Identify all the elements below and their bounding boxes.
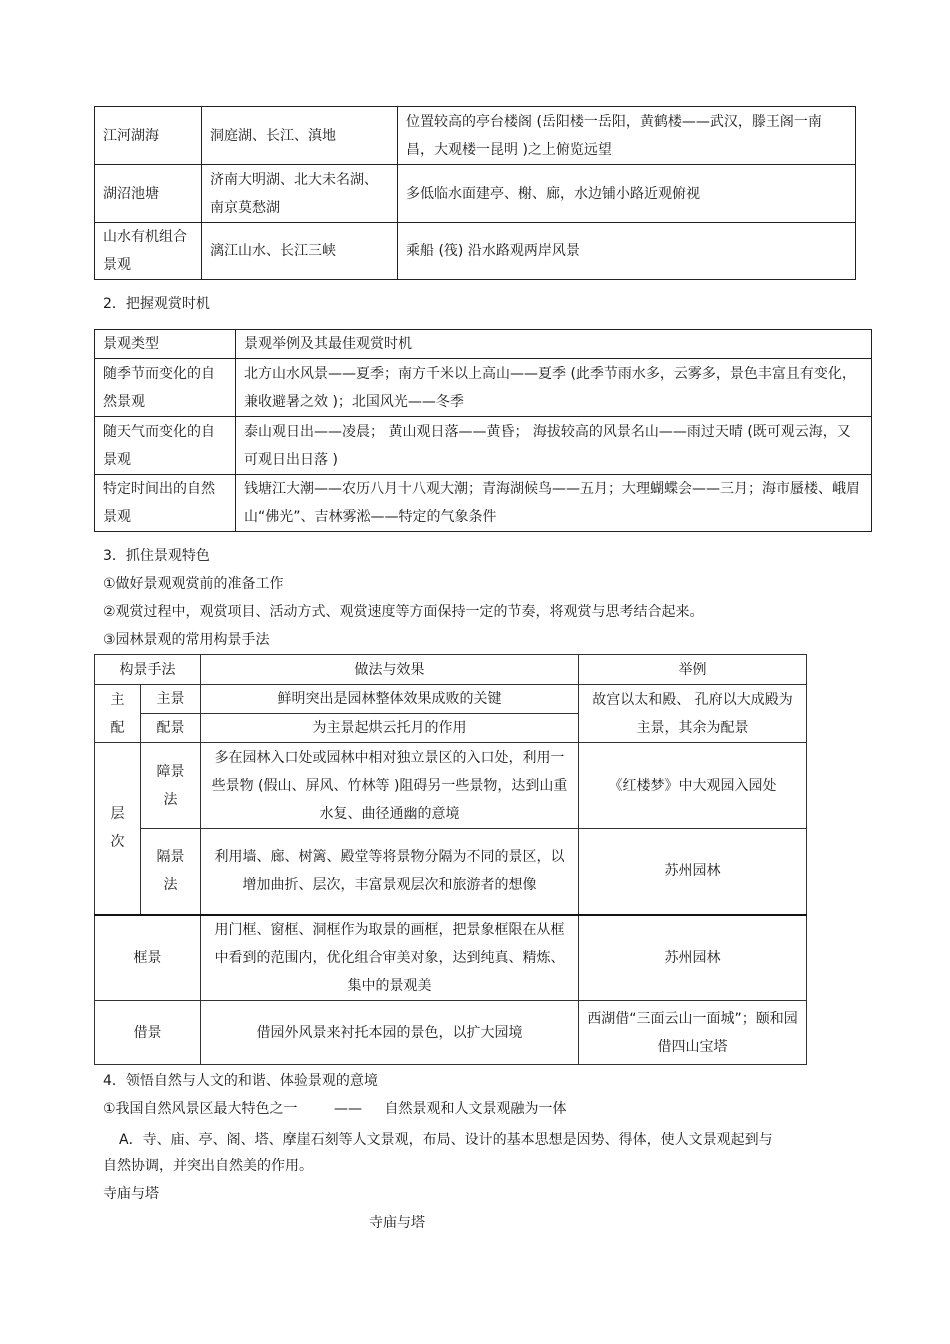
cell-method: 借景 [95, 1001, 201, 1065]
header-desc: 景观举例及其最佳观赏时机 [236, 330, 872, 359]
cell-effect: 用门框、窗框、洞框作为取景的画框，把景象框限在从框中看到的范围内，优化组合审美对象，达到纯真、精炼、集中的景观美 [201, 915, 579, 1001]
header-method: 构景手法 [95, 655, 201, 685]
cell-effect: 多在园林入口处或园林中相对独立景区的入口处，利用一些景物 (假山、屏风、竹林等 )阻碍另一些景物，达到山重水复、曲径通幽的意境 [201, 743, 579, 829]
water-landscape-table [94, 106, 856, 280]
cell-type: 特定时间出的自然景观 [95, 475, 236, 532]
viewing-time-table [94, 329, 872, 532]
list-item: ③园林景观的常用构景手法 [103, 632, 270, 648]
list-item: ①做好景观观赏前的准备工作 [103, 576, 284, 592]
cell-type: 山水有机组合景观 [95, 223, 202, 280]
table-row [95, 915, 807, 1001]
cell-desc: 泰山观日出——凌晨； 黄山观日落——黄昏； 海拔较高的风景名山——雨过天晴 (既可观云海，又可观日出日落 ) [236, 417, 872, 475]
cell-example: 苏州园林 [579, 829, 807, 915]
garden-technique-table [94, 654, 807, 1065]
label-text: 寺庙与塔 [103, 1186, 159, 1202]
dash: —— [334, 1101, 363, 1117]
table-row [95, 475, 872, 532]
cell-type: 江河湖海 [95, 107, 202, 165]
cell-desc: 钱塘江大潮——农历八月十八观大潮；青海湖候鸟——五月；大理蝴蝶会——三月；海市蜃楼、峨眉山“佛光”、吉林雾淞——特定的气象条件 [236, 475, 872, 532]
cell-method: 位置较高的亭台楼阁 (岳阳楼一岳阳，黄鹤楼——武汉，滕王阁一南昌，大观楼一昆明 )之上俯览远望 [398, 107, 856, 165]
cell-effect: 为主景起烘云托月的作用 [201, 714, 579, 743]
group-label [95, 743, 141, 915]
list-item: ②观赏过程中，观赏项目、活动方式、观赏速度等方面保持一定的节奏，将观赏与思考结合起来。 [103, 604, 704, 620]
cell-method: 框景 [95, 915, 201, 1001]
cell-method: 多低临水面建亭、榭、廊，水边铺小路近观俯视 [398, 165, 856, 223]
cell-subtype: 主景 [141, 685, 201, 714]
subtype-line: 法 [163, 877, 178, 894]
list-item [103, 1099, 566, 1119]
cell-example: 苏州园林 [579, 915, 807, 1001]
cell-example: 故宫以太和殿、 孔府以大成殿为主景，其余为配景 [579, 685, 807, 743]
group-label-char: 次 [110, 834, 125, 851]
table-row [95, 107, 856, 165]
cell-method: 乘船 (筏) 沿水路观两岸风景 [398, 223, 856, 280]
table-header-row [95, 330, 872, 359]
header-type: 景观类型 [95, 330, 236, 359]
cell-effect: 借园外风景来衬托本园的景色，以扩大园境 [201, 1001, 579, 1065]
header-effect: 做法与效果 [201, 655, 579, 685]
table-row [95, 685, 807, 714]
table-row [95, 1001, 807, 1065]
section-heading: 3．抓住景观特色 [103, 548, 210, 564]
cell-examples: 洞庭湖、长江、滇地 [202, 107, 398, 165]
cell-subtype [141, 743, 201, 829]
group-label-char: 配 [110, 719, 125, 736]
header-example: 举例 [579, 655, 807, 685]
group-label [95, 685, 141, 743]
subtype-line: 法 [163, 791, 178, 808]
list-item-text: 自然景观和人文景观融为一体 [384, 1101, 567, 1117]
cell-example: 《红楼梦》中大观园入园处 [579, 743, 807, 829]
table-header-row [95, 655, 807, 685]
group-label-char: 层 [110, 806, 125, 823]
section-heading: 4．领悟自然与人文的和谐、体验景观的意境 [103, 1073, 378, 1089]
table-row [95, 417, 872, 475]
section-heading: 2．把握观赏时机 [103, 296, 210, 312]
cell-subtype [141, 829, 201, 915]
cell-type: 随天气而变化的自景观 [95, 417, 236, 475]
cell-examples: 济南大明湖、北大未名湖、南京莫愁湖 [202, 165, 398, 223]
subtype-line: 障景 [156, 763, 185, 780]
cell-type: 湖沼池塘 [95, 165, 202, 223]
group-label-char: 主 [110, 691, 125, 708]
table-row [95, 829, 807, 915]
cell-effect: 鲜明突出是园林整体效果成败的关键 [201, 685, 579, 714]
table-row [95, 743, 807, 829]
paragraph: A．寺、庙、亭、阁、塔、摩崖石刻等人文景观，布局、设计的基本思想是因势、得体，使人文景观起到与自然协调，并突出自然美的作用。 [103, 1132, 773, 1174]
table-row [95, 359, 872, 417]
cell-subtype: 配景 [141, 714, 201, 743]
table-row [95, 165, 856, 223]
cell-example: 西湖借“三面云山一面城”；颐和园借四山宝塔 [579, 1001, 807, 1065]
cell-desc: 北方山水风景——夏季；南方千米以上高山——夏季 (此季节雨水多，云雾多，景色丰富且有变化，兼收避暑之效 )；北国风光——冬季 [236, 359, 872, 417]
list-item-text: ①我国自然风景区最大特色之一 [103, 1101, 298, 1117]
cell-type: 随季节而变化的自然景观 [95, 359, 236, 417]
subtype-line: 隔景 [156, 849, 185, 866]
image-caption: 寺庙与塔 [369, 1215, 425, 1231]
cell-examples: 漓江山水、长江三峡 [202, 223, 398, 280]
cell-effect: 利用墙、廊、树篱、殿堂等将景物分隔为不同的景区，以增加曲折、层次，丰富景观层次和旅游者的想像 [201, 829, 579, 915]
table-row [95, 223, 856, 280]
